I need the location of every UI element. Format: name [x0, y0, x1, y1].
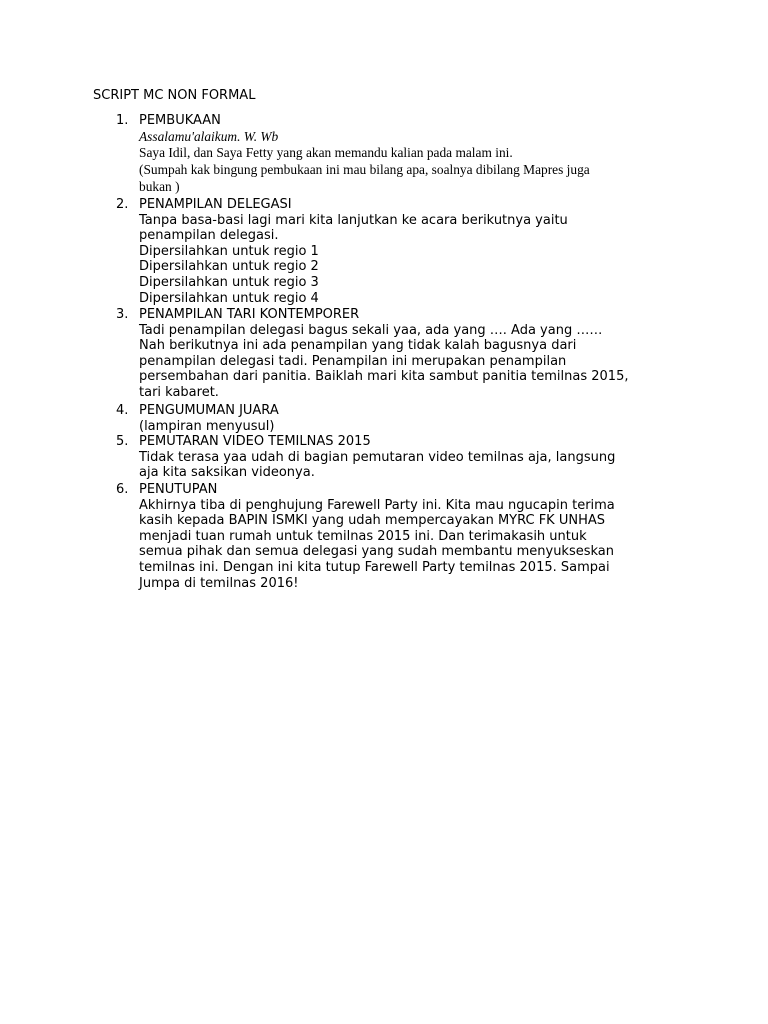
- section-body: [139, 197, 699, 306]
- body-line: temilnas ini. Dengan ini kita tutup Farewell Party temilnas 2015. Sampai: [139, 559, 610, 575]
- body-line: Jumpa di temilnas 2016!: [139, 575, 299, 591]
- section-heading: PENAMPILAN DELEGASI: [139, 197, 292, 212]
- body-line: Dipersilahkan untuk regio 4: [139, 290, 319, 306]
- section-heading: PENGUMUMAN JUARA: [139, 403, 279, 418]
- section-heading: PENUTUPAN: [139, 482, 218, 497]
- body-line: menjadi tuan rumah untuk temilnas 2015 ini. Dan terimakasih untuk: [139, 528, 587, 544]
- body-line: Tadi penampilan delegasi bagus sekali yaa, ada yang …. Ada yang ……: [139, 322, 603, 338]
- section-number: 5.: [116, 434, 129, 449]
- body-line: Dipersilahkan untuk regio 1: [139, 243, 319, 259]
- body-line: Tidak terasa yaa udah di bagian pemutaran video temilnas aja, langsung: [139, 449, 616, 465]
- body-line: (Sumpah kak bingung pembukaan ini mau bilang apa, soalnya dibilang Mapres juga: [139, 162, 590, 177]
- body-line: Tanpa basa-basi lagi mari kita lanjutkan ke acara berikutnya yaitu: [139, 212, 568, 228]
- body-line: bukan ): [139, 178, 180, 194]
- document-title: SCRIPT MC NON FORMAL: [93, 88, 256, 103]
- section-body: [139, 307, 699, 401]
- body-line: persembahan dari panitia. Baiklah mari kita sambut panitia temilnas 2015,: [139, 369, 629, 385]
- body-line: kasih kepada BAPIN ISMKI yang udah mempercayakan MYRC FK UNHAS: [139, 513, 605, 529]
- body-line: aja kita saksikan videonya.: [139, 465, 315, 481]
- body-line: Akhirnya tiba di penghujung Farewell Party ini. Kita mau ngucapin terima: [139, 497, 615, 513]
- section-body: [139, 403, 699, 434]
- section-heading: PENAMPILAN TARI KONTEMPORER: [139, 307, 360, 322]
- section-body: [139, 434, 699, 481]
- greeting-line: Assalamu'alaikum. W. Wb: [139, 128, 279, 144]
- body-line: Dipersilahkan untuk regio 3: [139, 274, 319, 290]
- section-number: 3.: [116, 307, 129, 322]
- section-number: 2.: [116, 197, 129, 212]
- body-line: penampilan delegasi.: [139, 228, 279, 244]
- body-line: tari kabaret.: [139, 384, 219, 400]
- body-line: Saya Idil, dan Saya Fetty yang akan memandu kalian pada malam ini.: [139, 145, 513, 161]
- body-line: Nah berikutnya ini ada penampilan yang tidak kalah bagusnya dari: [139, 338, 577, 354]
- section-heading: PEMUTARAN VIDEO TEMILNAS 2015: [139, 434, 371, 449]
- body-line: penampilan delegasi tadi. Penampilan ini merupakan penampilan: [139, 353, 567, 369]
- section-number: 4.: [116, 403, 129, 418]
- section-number: 6.: [116, 482, 129, 497]
- section-heading: PEMBUKAAN: [139, 113, 221, 128]
- body-line: (lampiran menyusul): [139, 418, 275, 434]
- section-number: 1.: [116, 113, 129, 128]
- body-line: Dipersilahkan untuk regio 2: [139, 259, 319, 275]
- section-body: [139, 113, 699, 195]
- section-body: [139, 482, 699, 591]
- body-line: semua pihak dan semua delegasi yang sudah membantu menyukseskan: [139, 544, 615, 560]
